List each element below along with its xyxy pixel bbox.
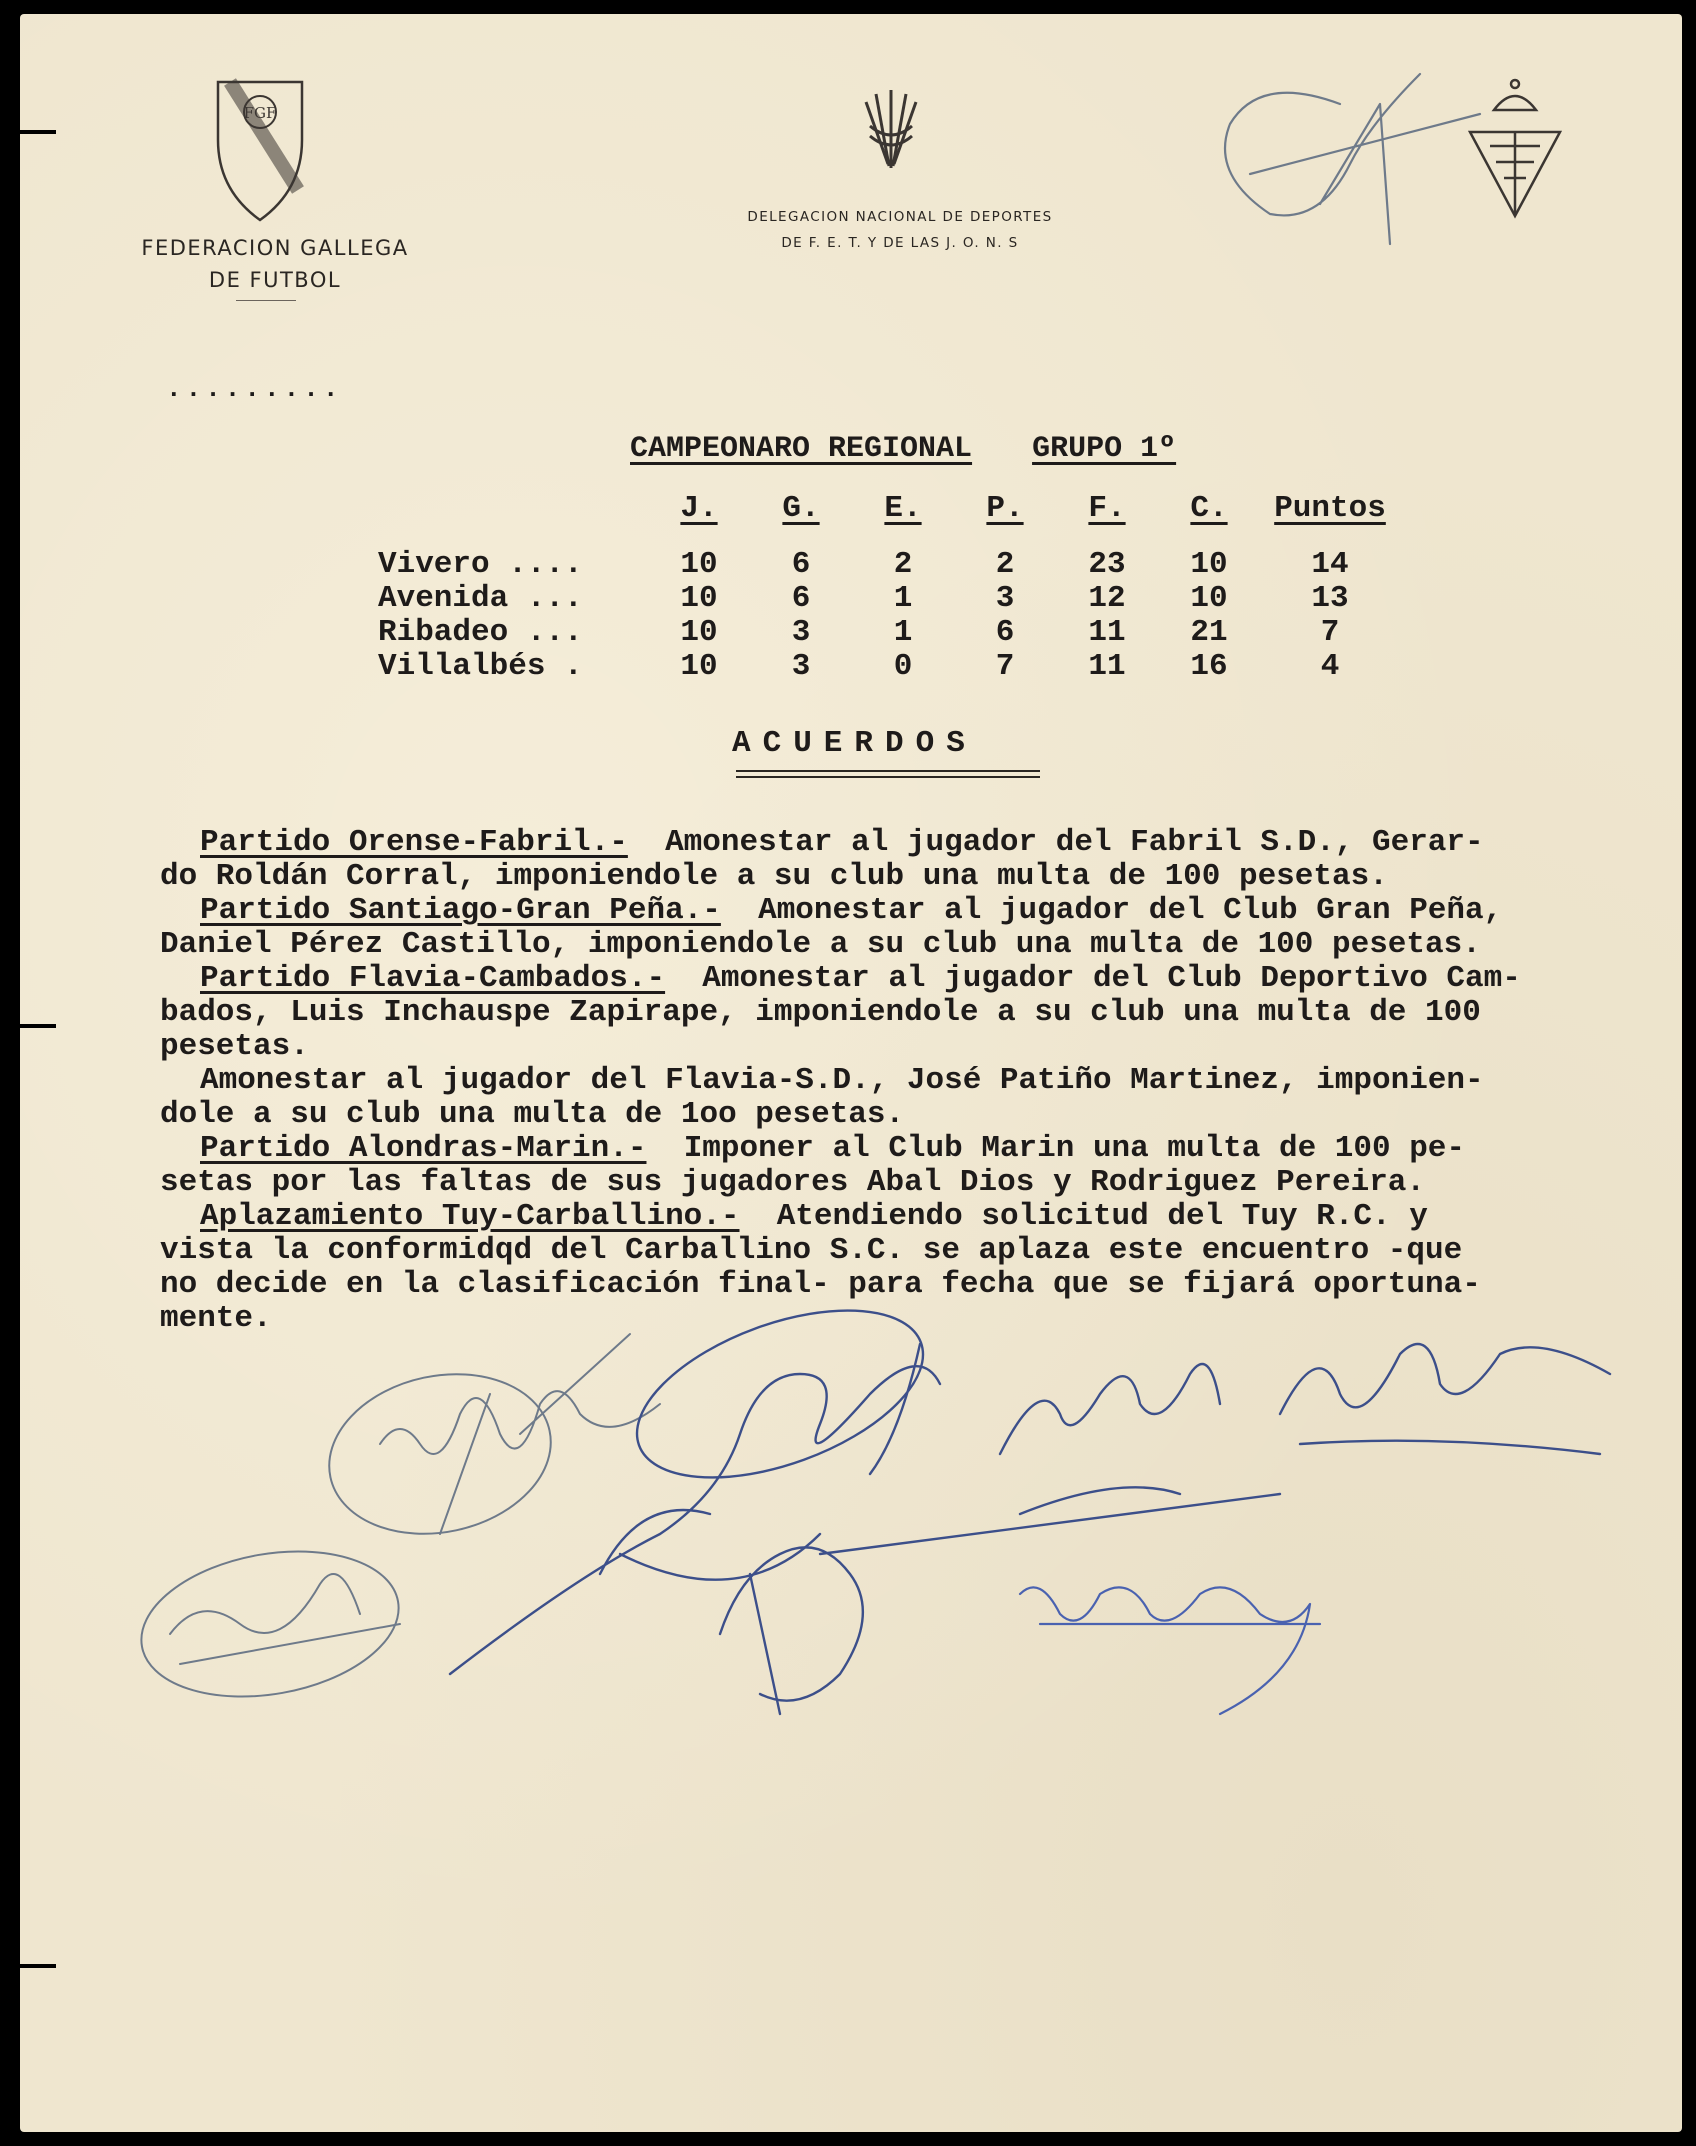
- table-cell: 7: [995, 649, 1015, 684]
- table-cell: 2: [995, 547, 1015, 582]
- table-cell: 6: [791, 581, 811, 616]
- table-cell: 10: [1190, 581, 1228, 616]
- delegation-line1: DELEGACION NACIONAL DE DEPORTES: [747, 209, 1053, 225]
- federation-name-line2: DE FUTBOL: [208, 268, 342, 292]
- column-header: J.: [680, 491, 718, 526]
- team-name: Vivero ....: [378, 547, 583, 582]
- agreement-text: mente.: [160, 1301, 272, 1336]
- table-cell: 10: [680, 547, 718, 582]
- acuerdos-heading: ACUERDOS: [732, 726, 977, 761]
- agreement-text: setas por las faltas de sus jugadores Abal Dios y Rodriguez Pereira.: [160, 1165, 1426, 1200]
- team-name: Avenida ...: [378, 581, 583, 616]
- table-cell: 0: [893, 649, 913, 684]
- signatures-area: [20, 14, 1682, 2132]
- agreement-text: bados, Luis Inchauspe Zapirape, imponiendole a su club una multa de 100: [160, 995, 1481, 1030]
- team-name: Ribadeo ...: [378, 615, 583, 650]
- reference-dots: .........: [166, 374, 343, 404]
- agreement-text: Atendiendo solicitud del Tuy R.C. y: [739, 1199, 1428, 1234]
- column-header: P.: [986, 491, 1024, 526]
- table-cell: 10: [680, 649, 718, 684]
- agreement-heading: Partido Orense-Fabril.-: [200, 825, 628, 860]
- table-cell: 13: [1311, 581, 1349, 616]
- table-cell: 1: [893, 615, 913, 650]
- table-cell: 10: [680, 581, 718, 616]
- agreement-heading: Aplazamiento Tuy-Carballino.-: [200, 1199, 740, 1234]
- agreement-heading: Partido Santiago-Gran Peña.-: [200, 893, 721, 928]
- column-header: G.: [782, 491, 820, 526]
- table-cell: 10: [680, 615, 718, 650]
- group-title: GRUPO 1º: [1032, 432, 1177, 466]
- table-cell: 16: [1190, 649, 1228, 684]
- table-cell: 6: [995, 615, 1015, 650]
- federation-name-line1: FEDERACION GALLEGA: [141, 236, 409, 260]
- signature-2: [450, 1277, 945, 1674]
- table-cell: 14: [1311, 547, 1349, 582]
- signature-6: [1020, 1587, 1320, 1714]
- table-cell: 12: [1088, 581, 1126, 616]
- document-page: [20, 14, 1682, 2132]
- table-cell: 6: [791, 547, 811, 582]
- table-cell: 3: [995, 581, 1015, 616]
- agreement-text: Amonestar al jugador del Club Gran Peña,: [720, 893, 1503, 928]
- column-header: C.: [1190, 491, 1228, 526]
- championship-title: CAMPEONARO REGIONAL: [630, 432, 973, 466]
- column-header: F.: [1088, 491, 1126, 526]
- delegation-line2: DE F. E. T. Y DE LAS J. O. N. S: [781, 235, 1019, 251]
- agreement-text: Imponer al Club Marin una multa de 100 pe-: [646, 1131, 1466, 1166]
- agreement-text: vista la conformidqd del Carballino S.C. se aplaza este encuentro -que: [160, 1233, 1463, 1268]
- column-header: E.: [884, 491, 922, 526]
- table-cell: 10: [1190, 547, 1228, 582]
- agreement-text: pesetas.: [160, 1029, 309, 1064]
- table-cell: 11: [1088, 649, 1126, 684]
- agreement-text: do Roldán Corral, imponiendole a su club una multa de 100 pesetas.: [160, 859, 1388, 894]
- agreement-heading: Partido Alondras-Marin.-: [200, 1131, 647, 1166]
- table-cell: 21: [1190, 615, 1228, 650]
- table-cell: 7: [1320, 615, 1340, 650]
- table-cell: 3: [791, 615, 811, 650]
- table-cell: 23: [1088, 547, 1126, 582]
- agreement-text: dole a su club una multa de 1oo pesetas.: [160, 1097, 905, 1132]
- column-header: Puntos: [1274, 491, 1386, 526]
- team-name: Villalbés .: [378, 649, 583, 684]
- agreement-heading: Partido Flavia-Cambados.-: [200, 961, 666, 996]
- agreement-text: Amonestar al jugador del Fabril S.D., Gerar-: [627, 825, 1484, 860]
- signature-4: [130, 1532, 410, 1715]
- signature-1: [314, 1334, 660, 1554]
- table-cell: 3: [791, 649, 811, 684]
- table-cell: 2: [893, 547, 913, 582]
- top-right-signature: [1225, 74, 1480, 244]
- table-cell: 1: [893, 581, 913, 616]
- agreement-text: Amonestar al jugador del Flavia-S.D., José Patiño Martinez, imponien-: [200, 1063, 1484, 1098]
- agreement-text: Daniel Pérez Castillo, imponiendole a su club una multa de 100 pesetas.: [160, 927, 1481, 962]
- table-cell: 4: [1320, 649, 1340, 684]
- agreement-text: no decide en la clasificación final- para fecha que se fijará oportuna-: [160, 1267, 1481, 1302]
- table-cell: 11: [1088, 615, 1126, 650]
- svg-text:FGF: FGF: [243, 104, 277, 122]
- signature-3: [1000, 1344, 1610, 1454]
- agreement-text: Amonestar al jugador del Club Deportivo Cam-: [665, 961, 1521, 996]
